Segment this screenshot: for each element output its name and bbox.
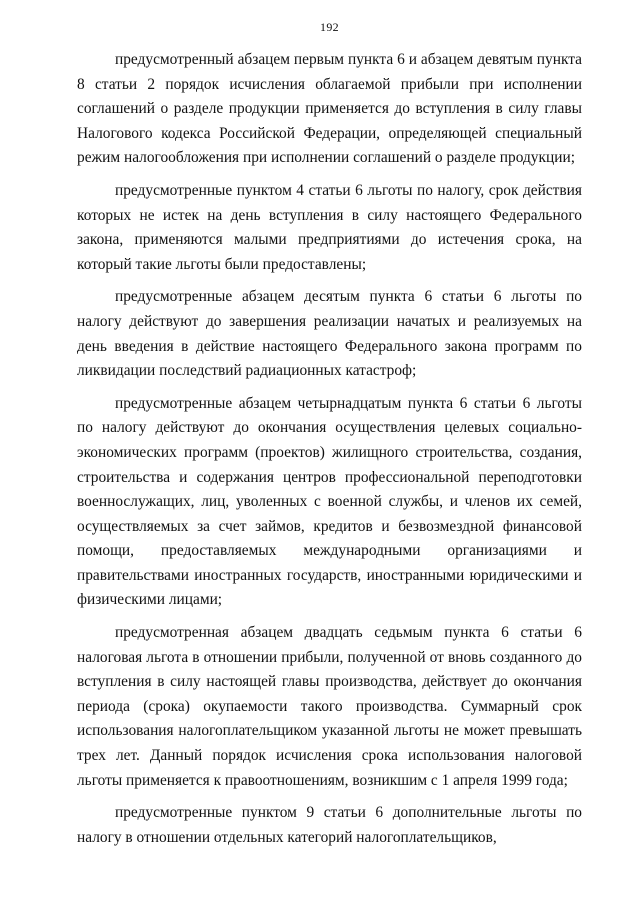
paragraph-2: предусмотренные пунктом 4 статьи 6 льготы по налогу, срок действия которых не истек на день вступления в силу настоящего Федерального закона, применяются малыми предприятиями до истечения срока, на который такие льготы были предоставлены; [77,181,582,273]
paragraph-4: предусмотренные абзацем четырнадцатым пункта 6 статьи 6 льготы по налогу действуют до окончания осуществления целевых социально-экономических программ (проектов) жилищного строительства, создания, строительства и содержания центров профессиональной переподготовки военнослужащих, лиц, уволенных с военной службы, и членов их семей, осуществляемых за счет займов, кредитов и безвозмездной финансовой помощи, предоставляемых международными организациями и правительствами иностранных государств, иностранными юридическими и физическими лицами; [77,394,582,609]
paragraph-3: предусмотренные абзацем десятым пункта 6 статьи 6 льготы по налогу действуют до завершения реализации начатых и реализуемых на день введения в действие настоящего Федерального закона программ по ликвидации последствий радиационных катастроф; [77,288,582,380]
paragraph-5: предусмотренная абзацем двадцать седьмым пункта 6 статьи 6 налоговая льгота в отношении прибыли, полученной от вновь созданного до вступления в силу настоящей главы производства, действует до окончания периода (срока) окупаемости такого производства. Суммарный срок использования налогоплательщиком указанной льготы не может превышать трех лет. Данный порядок исчисления срока использования налоговой льготы применяется к правоотношениям, возникшим с 1 апреля 1999 года; [77,624,582,789]
paragraph-1: предусмотренный абзацем первым пункта 6 и абзацем девятым пункта 8 статьи 2 порядок исчисления облагаемой прибыли при исполнении соглашений о разделе продукции применяется до вступления в силу главы Налогового кодекса Российской Федерации, определяющей специальный режим налогообложения при исполнении соглашений о разделе продукции; [77,51,582,167]
page-number: 192 [320,20,339,34]
paragraph-6: предусмотренные пунктом 9 статьи 6 дополнительные льготы по налогу в отношении отдельных категорий налогоплательщиков, [77,804,582,846]
